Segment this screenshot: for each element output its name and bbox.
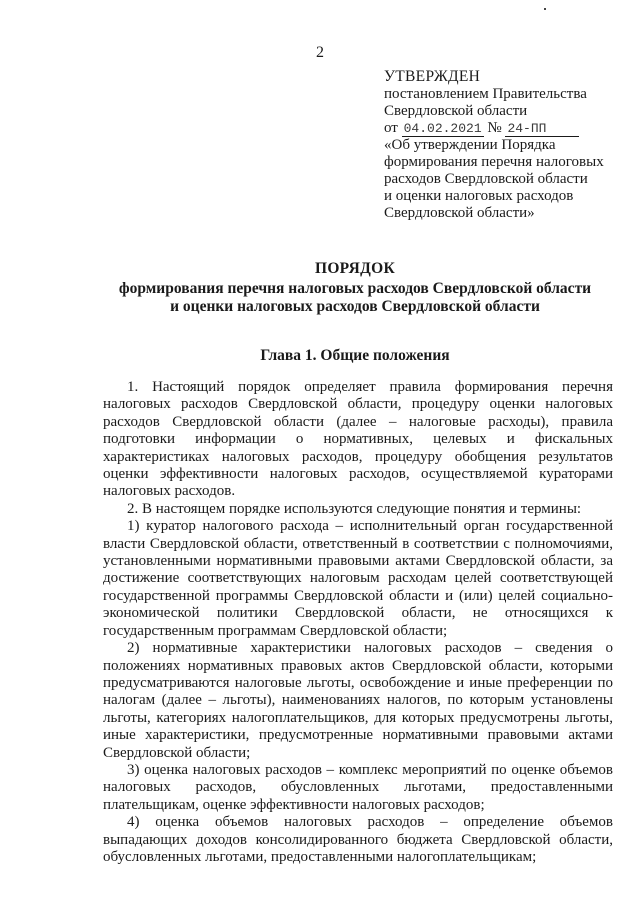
document-body <box>103 379 613 866</box>
scan-mark <box>544 8 546 10</box>
approval-subject-line: Свердловской области» <box>384 205 535 221</box>
page-number: 2 <box>316 44 324 61</box>
number-sign: № <box>487 120 502 136</box>
chapter-heading: Глава 1. Общие положения <box>260 347 450 364</box>
date-prefix: от <box>384 120 398 136</box>
paragraph: 3) оценка налоговых расходов – комплекс мероприятий по оценке объемов налоговых расходов, обусловленных льготами, предоставленными плательщикам, оценке эффективности налоговых расходов; <box>103 761 613 813</box>
number-value: 24-ПП <box>505 122 579 137</box>
document-title-line: формирования перечня налоговых расходов Свердловской области <box>118 280 592 297</box>
approval-subject-line: «Об утверждении Порядка <box>384 137 556 153</box>
paragraph: 4) оценка объемов налоговых расходов – определение объемов выпадающих доходов консолидированного бюджета Свердловской области, обусловленных льготами, предоставленными налогоплательщикам; <box>103 814 613 865</box>
document-title <box>100 260 610 316</box>
approval-block <box>384 68 634 222</box>
approval-date-line <box>384 120 634 137</box>
approval-subject-line: расходов Свердловской области <box>384 171 588 187</box>
paragraph: 1. Настоящий порядок определяет правила формирования перечня налоговых расходов Свердловской области, процедуру оценки налоговых расходов Свердловской области (далее – налоговые расходы), правила подготовки информации о нормативных, целевых и фискальных характеристиках налоговых расходов, процедуру обобщения результатов оценки эффективности налоговых расходов, осуществляемой кураторами налоговых расходов. <box>103 379 613 500</box>
approval-subject-line: формирования перечня налоговых <box>384 154 604 170</box>
approval-title: УТВЕРЖДЕН <box>384 68 481 85</box>
approval-line: Свердловской области <box>384 103 528 119</box>
date-value: 04.02.2021 <box>403 121 482 136</box>
paragraph: 1) куратор налогового расхода – исполнительный орган государственной власти Свердловской области, ответственный в соответствии с полномочиями, установленными нормативными правовыми актами Свердловской области, за достижение соответствующих налоговым расходам целей соответствующей государственной программы Свердловской области и (или) целей социально-экономической политики Свердловской области, не относящихся к государственным программам Свердловской области; <box>103 518 613 639</box>
approval-line: постановлением Правительства <box>384 86 587 102</box>
paragraph: 2. В настоящем порядке используются следующие понятия и термины: <box>127 500 582 517</box>
paragraph: 2) нормативные характеристики налоговых расходов – сведения о положениях нормативных правовых актов Свердловской области, которыми предусматриваются налоговые льготы, освобождение и иные преференции по налогам (далее – льготы), наименованиях налогов, по которым установлены льготы, категориях налогоплательщиков, для которых предусмотрены льготы, иные характеристики, предусмотренные нормативными правовыми актами Свердловской области; <box>103 640 613 761</box>
document-title-line: и оценки налоговых расходов Свердловской области <box>170 298 540 315</box>
approval-subject-line: и оценки налоговых расходов <box>384 188 574 204</box>
document-title-main: ПОРЯДОК <box>314 260 396 277</box>
